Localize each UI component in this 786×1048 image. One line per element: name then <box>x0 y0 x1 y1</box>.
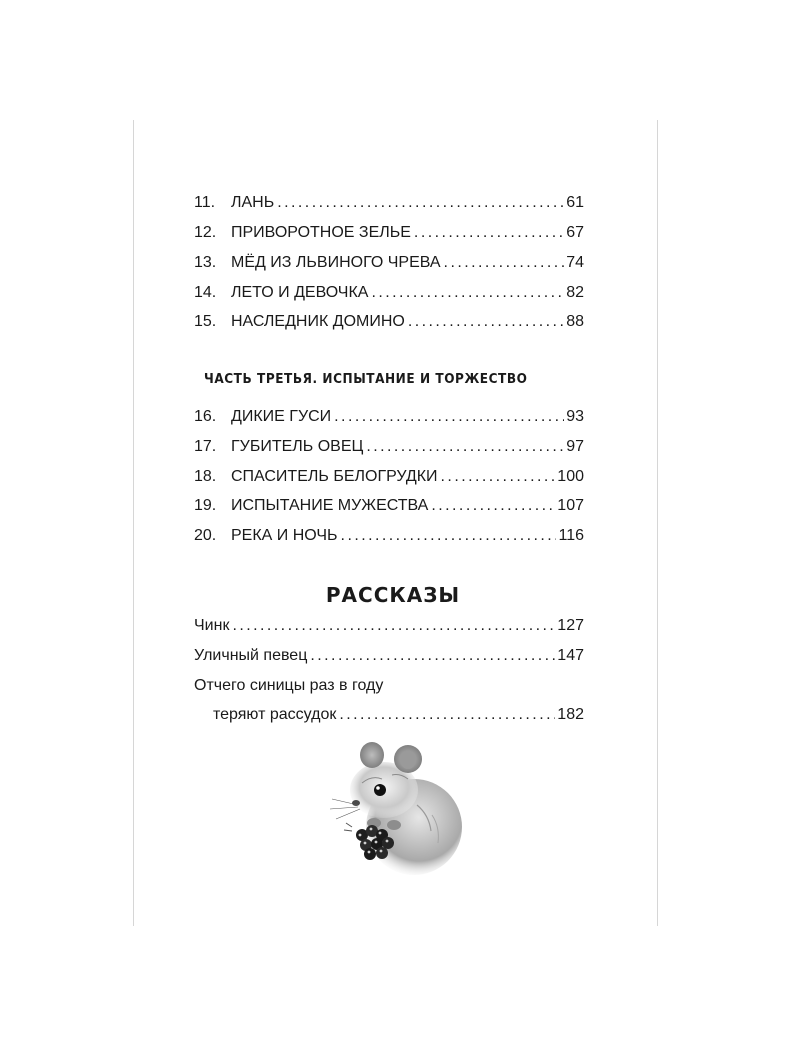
chapter-title: ДИКИЕ ГУСИ <box>231 408 332 425</box>
chapter-number: 13. <box>194 254 217 271</box>
chapter-page-number: 100 <box>557 468 584 485</box>
dot-leader <box>431 497 555 515</box>
story-page-number: 182 <box>557 706 584 723</box>
chapter-page-number: 74 <box>566 254 584 271</box>
story-page-number: 127 <box>557 617 584 634</box>
dot-leader <box>444 254 565 272</box>
chapter-number: 19. <box>194 497 217 514</box>
dot-leader <box>232 617 555 635</box>
dot-leader <box>341 527 557 545</box>
chapter-title: МЁД ИЗ ЛЬВИНОГО ЧРЕВА <box>231 254 441 271</box>
dot-leader <box>414 224 564 242</box>
chapter-title: ПРИВОРОТНОЕ ЗЕЛЬЕ <box>231 224 411 241</box>
chapter-number: 14. <box>194 284 217 301</box>
chapter-number: 18. <box>194 468 217 485</box>
toc-entry-chapter-11 <box>194 194 584 218</box>
toc-entry-story-chink <box>194 617 584 641</box>
chapter-title: СПАСИТЕЛЬ БЕЛОГРУДКИ <box>231 468 438 485</box>
stories-heading: РАССКАЗЫ <box>325 583 461 607</box>
toc-entry-chapter-18 <box>194 468 584 492</box>
chapter-title: НАСЛЕДНИК ДОМИНО <box>231 313 405 330</box>
toc-entry-chapter-15 <box>194 313 584 337</box>
story-title: Уличный певец <box>194 647 308 664</box>
chapter-title: ГУБИТЕЛЬ ОВЕЦ <box>231 438 364 455</box>
chapter-page-number: 82 <box>566 284 584 301</box>
dot-leader <box>408 313 564 331</box>
dot-leader <box>334 408 564 426</box>
dot-leader <box>339 706 555 724</box>
story-page-number: 147 <box>557 647 584 664</box>
toc-entry-chapter-17 <box>194 438 584 462</box>
story-title: Чинк <box>194 617 230 634</box>
chapter-title: РЕКА И НОЧЬ <box>231 527 338 544</box>
toc-entry-chapter-20 <box>194 527 584 551</box>
chapter-page-number: 116 <box>558 527 584 544</box>
part-three-heading: ЧАСТЬ ТРЕТЬЯ. ИСПЫТАНИЕ И ТОРЖЕСТВО <box>204 372 528 387</box>
mouse-with-blackberry-icon <box>322 735 472 885</box>
dot-leader <box>277 194 564 212</box>
chapter-page-number: 97 <box>566 438 584 455</box>
chapter-number: 17. <box>194 438 217 455</box>
toc-entry-story-street-singer <box>194 647 584 671</box>
dot-leader <box>441 468 556 486</box>
chapter-number: 15. <box>194 313 217 330</box>
chapter-page-number: 67 <box>566 224 584 241</box>
chapter-title: ИСПЫТАНИЕ МУЖЕСТВА <box>231 497 429 514</box>
chapter-number: 16. <box>194 408 217 425</box>
chapter-page-number: 107 <box>557 497 584 514</box>
story-title-line2: теряют рассудок <box>213 706 337 723</box>
toc-entry-chapter-13 <box>194 254 584 278</box>
dot-leader <box>371 284 564 302</box>
chapter-number: 20. <box>194 527 217 544</box>
toc-entry-chapter-12 <box>194 224 584 248</box>
chapter-page-number: 93 <box>566 408 584 425</box>
toc-entry-chapter-19 <box>194 497 584 521</box>
dot-leader <box>310 647 555 665</box>
chapter-number: 11. <box>194 194 216 211</box>
dot-leader <box>366 438 564 456</box>
toc-entry-chapter-14 <box>194 284 584 308</box>
toc-entry-story-titmice <box>213 706 584 730</box>
chapter-title: ЛАНЬ <box>231 194 275 211</box>
toc-entry-chapter-16 <box>194 408 584 432</box>
chapter-number: 12. <box>194 224 217 241</box>
story-title-line1: Отчего синицы раз в году <box>194 677 384 694</box>
chapter-page-number: 88 <box>566 313 584 330</box>
chapter-page-number: 61 <box>566 194 584 211</box>
chapter-title: ЛЕТО И ДЕВОЧКА <box>231 284 369 301</box>
